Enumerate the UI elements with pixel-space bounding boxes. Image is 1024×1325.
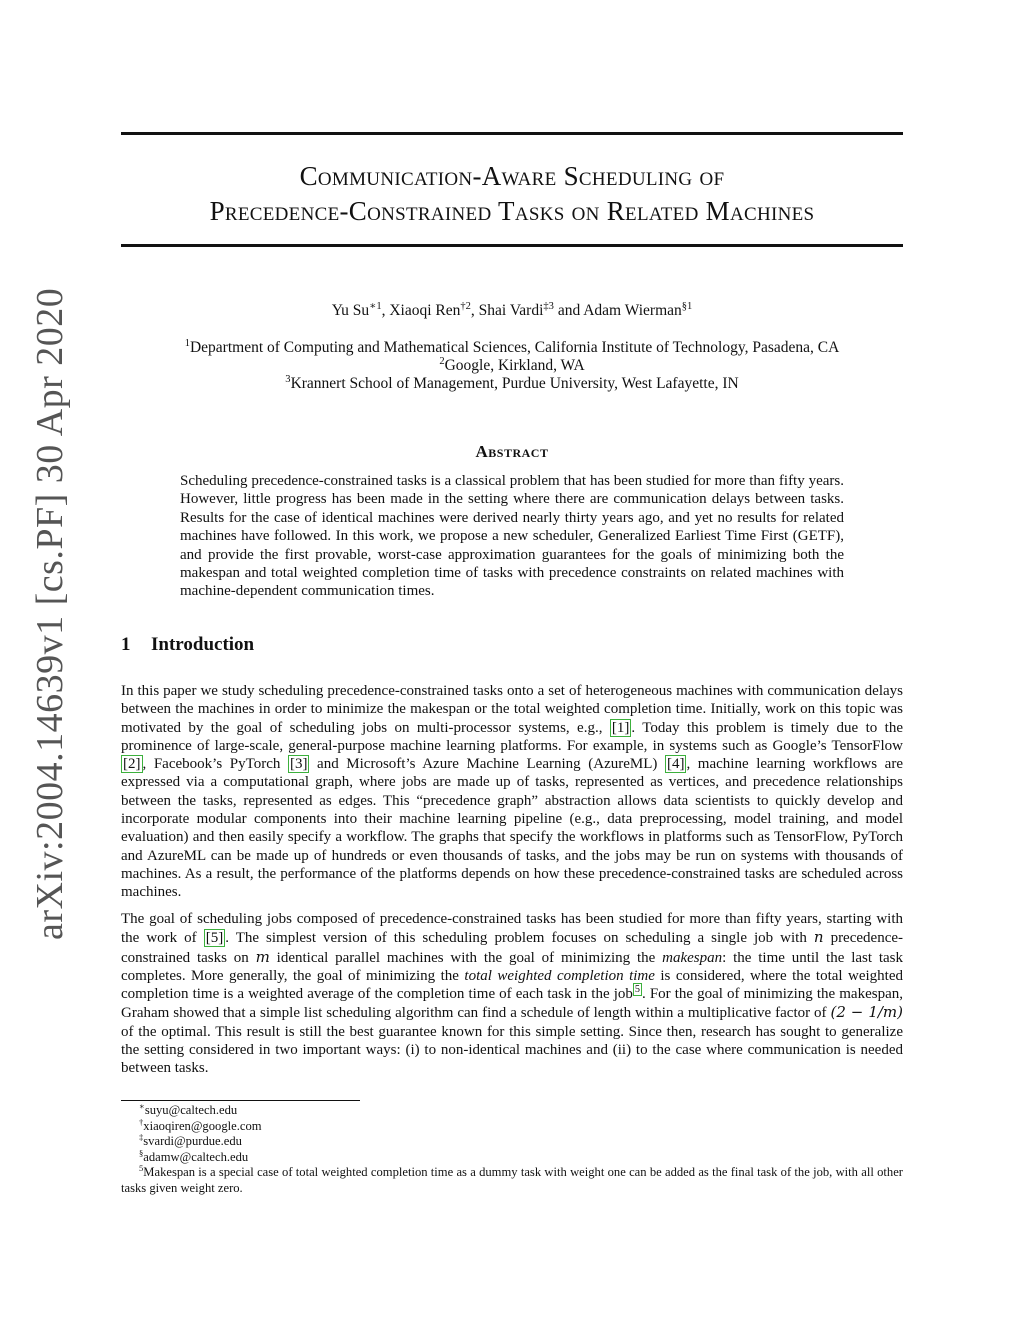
footnote-mark: ‡ [139, 1131, 144, 1142]
footnote-text: suyu@caltech.edu [144, 1103, 238, 1117]
affiliation-text: Google, Kirkland, WA [444, 357, 585, 374]
footnote [121, 1100, 903, 1119]
math-variable: m [255, 947, 270, 966]
title-bottom-rule [121, 244, 903, 247]
footnote-ref-link[interactable]: 5 [634, 984, 640, 996]
affiliation-mark: 1 [184, 337, 190, 349]
paper-title-line-2: Precedence-Constrained Tasks on Related Machines [209, 196, 815, 226]
footnote-rule [121, 1100, 360, 1101]
intro-paragraph-1: In this paper we study scheduling precedence-constrained tasks onto a set of heterogeneous machines with communication delays between the machines in order to minimize the makespan or the total weighted completion time. Initially, work on this topic was motivated by the goal of scheduling jobs on multi-processor systems, e.g., [1] . Today this problem is timely due to the prominence of large-scale, general-purpose machine learning platforms. For example, in systems such as Google’s TensorFlow [2] , Facebook’s PyTorch [3] and Microsoft’s Azure Machine Learning (AzureML) [4] , machine learning workflows are expressed via a computational graph, where jobs are made up of tasks, represented as vertices, and precedence relationships between the tasks, represented as edges. This “precedence graph” abstraction allows data scientists to quickly develop and incorporate modular components into their machine learning pipeline (e.g., data preprocessing, model training, and model evaluation) and then easily specify a workflow. The graphs that specify the workflows in platforms such as TensorFlow, PyTorch and AzureML can be made up of hundreds or even thousands of tasks, and the jobs may be run on systems with thousands of machines. As a result, the performance of the platforms depends on how these precedence-constrained tasks are scheduled across machines. [121, 683, 903, 901]
abstract-heading: Abstract [475, 442, 549, 461]
footnote [121, 1116, 903, 1135]
title-top-rule [121, 132, 903, 135]
footnote [121, 1131, 903, 1150]
arxiv-identifier: arXiv:2004.14639v1 [cs.PF] 30 Apr 2020 [29, 287, 71, 940]
author-connector: and [557, 302, 581, 319]
citation-link[interactable]: [2] [123, 756, 141, 773]
emphasis-term: total weighted completion time [464, 967, 655, 984]
math-expression: (2 − 1/m) [830, 1003, 903, 1022]
emphasis-term: makespan [662, 949, 723, 966]
affiliation-mark: 2 [439, 355, 445, 367]
abstract-text: Scheduling precedence-constrained tasks is a classical problem that has been studied for more than fifty years. However, little progress has been made in the setting where there are communication delays between tasks. Results for the case of identical machines were derived nearly thirty years ago, and yet no results for related machines have followed. In this work, we propose a new scheduler, Generalized Earliest Time First (GETF), and provide the first provable, worst-case approximation guarantees for the goals of minimizing both the makespan and total weighted completion time of tasks with precedence constraints on related machines with machine-dependent communication times. [180, 473, 844, 600]
math-variable: n [813, 928, 824, 947]
affiliation-mark: 3 [285, 373, 291, 385]
author-mark: §1 [681, 300, 693, 312]
author-name: Yu Su [331, 302, 370, 319]
citation-link[interactable]: [4] [666, 756, 685, 773]
affiliation-2 [121, 357, 903, 376]
footnote-mark: 5 [139, 1162, 144, 1173]
affiliation-text: Krannert School of Management, Purdue University, West Lafayette, IN [290, 375, 739, 392]
citation-link[interactable]: [3] [289, 756, 308, 773]
section-number: 1 [121, 634, 131, 655]
author-name: Xiaoqi Ren [389, 302, 461, 319]
footnote-mark: § [139, 1147, 144, 1158]
footnote-text: Makespan is a special case of total weighted completion time as a dummy task with weight one can be added as the final task of the job, with all other tasks given weight zero. [121, 1165, 903, 1195]
intro-paragraph-2: The goal of scheduling jobs composed of precedence-constrained tasks has been studied for more than fifty years, starting with the work of [5] . The simplest version of this scheduling problem focuses on scheduling a single job with n precedence-constrained tasks on m identical parallel machines with the goal of minimizing the makespan: the time until the last task completes. More generally, the goal of minimizing the total weighted completion time is considered, where the total weighted completion time is a weighted average of the completion time of each task in the job $^5$ . For the goal of minimizing the makespan, Graham showed that a simple list scheduling algorithm can find a schedule of length within a multiplicative factor of (2 − 1/m) of the optimal. This result is still the best guarantee known for this simple setting. Since then, research has sought to generalize the setting considered in two important ways: (i) to non-identical machines and (ii) to the case where communication is needed between tasks. [121, 911, 904, 1077]
footnote [121, 1162, 903, 1196]
section-title: Introduction [151, 634, 255, 655]
footnote-text: svardi@purdue.edu [143, 1134, 242, 1148]
section-heading [121, 634, 254, 656]
footnote-mark: † [139, 1116, 144, 1127]
affiliation-3 [121, 375, 903, 394]
paper-title-line-1: Communication-Aware Scheduling of [299, 161, 725, 191]
author-name: Adam Wierman [583, 302, 682, 319]
affiliation-text: Department of Computing and Mathematical Sciences, California Institute of Technology, Pasadena, CA [189, 339, 840, 356]
affiliation-1 [121, 339, 903, 358]
footnotes [121, 1100, 903, 1196]
footnote-mark: ∗ [139, 1100, 145, 1111]
citation-link[interactable]: [1] [611, 719, 630, 736]
footnote [121, 1147, 903, 1166]
author-name: Shai Vardi [478, 302, 544, 319]
author-list: Yu $Su^{∗1}$, Xiaoqi Ren$^{\dagger 2}$, Shai Vardi$^{\ddagger 3}$ and Adam Wierman$^{\S 1}$ [331, 300, 693, 319]
footnote-text: xiaoqiren@google.com [143, 1118, 262, 1133]
author-mark: †2 [460, 300, 471, 312]
footnote-text: adamw@caltech.edu [143, 1149, 249, 1164]
citation-link[interactable]: [5] [205, 930, 224, 947]
author-mark: ∗1 [369, 300, 382, 312]
author-mark: ‡3 [543, 300, 554, 312]
